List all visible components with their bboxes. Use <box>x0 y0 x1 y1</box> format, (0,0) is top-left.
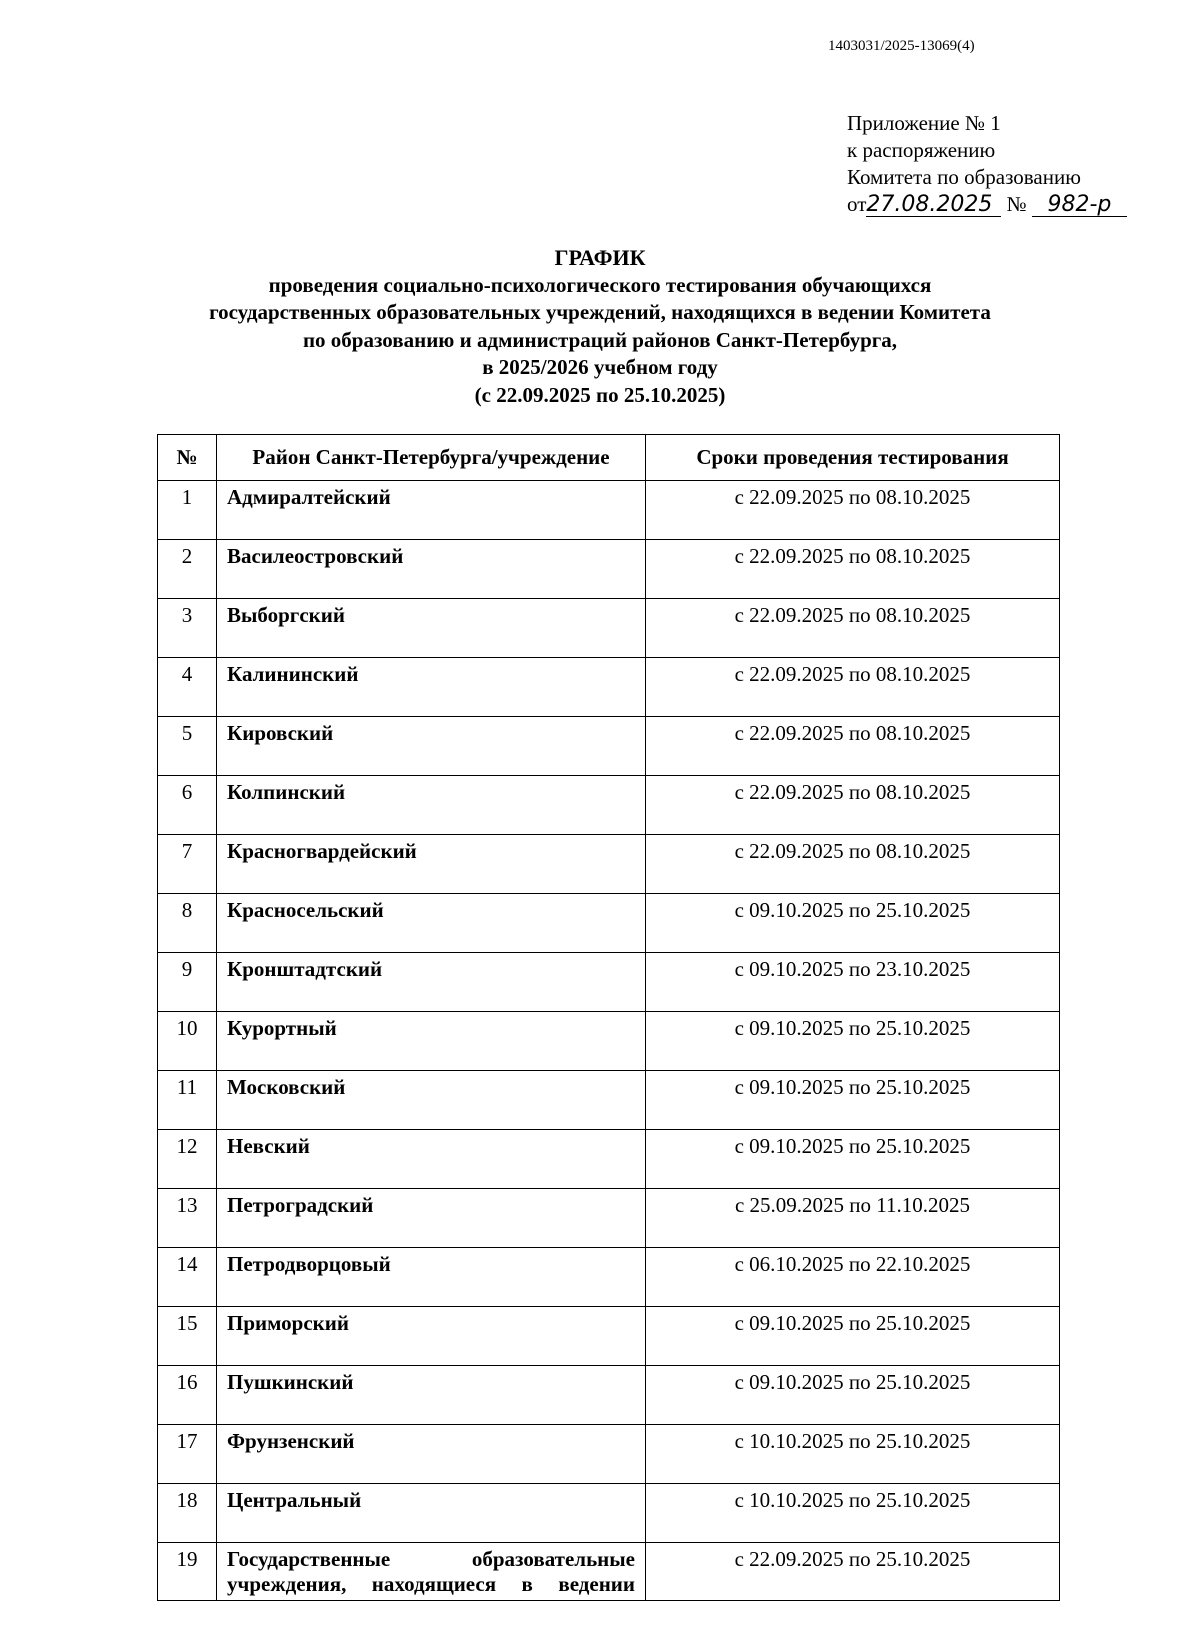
row-dates: с 22.09.2025 по 08.10.2025 <box>646 717 1060 776</box>
row-dates: с 22.09.2025 по 08.10.2025 <box>646 658 1060 717</box>
table-row <box>158 953 1060 1012</box>
table-row <box>158 776 1060 835</box>
row-district: Красносельский <box>217 894 646 953</box>
table-row <box>158 1130 1060 1189</box>
header-number: № <box>158 435 217 481</box>
row-dates: с 06.10.2025 по 22.10.2025 <box>646 1248 1060 1307</box>
row-district: Невский <box>217 1130 646 1189</box>
title-line-6: (с 22.09.2025 по 25.10.2025) <box>474 382 726 407</box>
title-line-5: в 2025/2026 учебном году <box>482 355 718 379</box>
row-district: Выборгский <box>217 599 646 658</box>
row-district: Петродворцовый <box>217 1248 646 1307</box>
row-district: Кронштадтский <box>217 953 646 1012</box>
row-number: 16 <box>158 1366 217 1425</box>
appendix-line-1: Приложение № 1 <box>847 111 1001 135</box>
row-dates: с 09.10.2025 по 25.10.2025 <box>646 1012 1060 1071</box>
row-district-line-2: учреждения, находящиеся в ведении <box>227 1572 635 1596</box>
row-number: 10 <box>158 1012 217 1071</box>
row-district: Московский <box>217 1071 646 1130</box>
table-row <box>158 835 1060 894</box>
title-line-2: проведения социально-психологического тестирования обучающихся <box>268 272 932 297</box>
row-number: 2 <box>158 540 217 599</box>
table-header-row <box>158 435 1060 481</box>
row-number: 9 <box>158 953 217 1012</box>
row-number: 6 <box>158 776 217 835</box>
appendix-date-line <box>847 191 1127 218</box>
row-district <box>217 1543 646 1601</box>
from-label: от <box>847 192 867 216</box>
header-district: Район Санкт-Петербурга/учреждение <box>217 435 646 481</box>
row-number: 12 <box>158 1130 217 1189</box>
header-dates: Сроки проведения тестирования <box>646 435 1060 481</box>
table-row <box>158 1071 1060 1130</box>
appendix-line-3: Комитета по образованию <box>847 165 1081 189</box>
row-district-line-1: Государственные образовательные <box>227 1547 635 1571</box>
row-district: Кировский <box>217 717 646 776</box>
row-dates: с 22.09.2025 по 08.10.2025 <box>646 835 1060 894</box>
row-dates: с 09.10.2025 по 23.10.2025 <box>646 953 1060 1012</box>
table-row <box>158 1189 1060 1248</box>
row-number: 19 <box>158 1543 217 1601</box>
row-dates: с 09.10.2025 по 25.10.2025 <box>646 1130 1060 1189</box>
table-row <box>158 1307 1060 1366</box>
row-number: 4 <box>158 658 217 717</box>
row-dates: с 09.10.2025 по 25.10.2025 <box>646 1307 1060 1366</box>
row-district: Адмиралтейский <box>217 481 646 540</box>
table-row <box>158 1543 1060 1601</box>
row-dates: с 25.09.2025 по 11.10.2025 <box>646 1189 1060 1248</box>
row-district: Красногвардейский <box>217 835 646 894</box>
row-number: 13 <box>158 1189 217 1248</box>
row-district: Василеостровский <box>217 540 646 599</box>
row-dates: с 22.09.2025 по 08.10.2025 <box>646 776 1060 835</box>
handwritten-date: 27.08.2025 <box>866 194 1001 217</box>
row-number: 18 <box>158 1484 217 1543</box>
row-district: Приморский <box>217 1307 646 1366</box>
row-district: Пушкинский <box>217 1366 646 1425</box>
row-dates: с 09.10.2025 по 25.10.2025 <box>646 1366 1060 1425</box>
row-dates: с 09.10.2025 по 25.10.2025 <box>646 1071 1060 1130</box>
table-row <box>158 658 1060 717</box>
appendix-block <box>847 110 1127 218</box>
table-row <box>158 1425 1060 1484</box>
row-dates: с 10.10.2025 по 25.10.2025 <box>646 1484 1060 1543</box>
row-district: Фрунзенский <box>217 1425 646 1484</box>
row-district: Курортный <box>217 1012 646 1071</box>
table-row <box>158 1366 1060 1425</box>
row-number: 7 <box>158 835 217 894</box>
schedule-table <box>157 434 1060 1601</box>
row-dates: с 09.10.2025 по 25.10.2025 <box>646 894 1060 953</box>
row-district: Калининский <box>217 658 646 717</box>
title-line-4: по образованию и администраций районов Санкт-Петербурга, <box>302 327 898 352</box>
document-id: 1403031/2025-13069(4) <box>828 38 975 54</box>
document-title <box>0 244 1200 409</box>
table-row <box>158 1248 1060 1307</box>
table-row <box>158 1012 1060 1071</box>
row-district: Центральный <box>217 1484 646 1543</box>
row-number: 3 <box>158 599 217 658</box>
row-number: 11 <box>158 1071 217 1130</box>
title-line-3: государственных образовательных учреждений, находящихся в ведении Комитета <box>209 300 991 324</box>
table-row <box>158 599 1060 658</box>
row-number: 1 <box>158 481 217 540</box>
table-row <box>158 1484 1060 1543</box>
table-body <box>158 481 1060 1543</box>
table-row <box>158 481 1060 540</box>
handwritten-number: 982-р <box>1032 194 1127 217</box>
table-row <box>158 717 1060 776</box>
row-number: 14 <box>158 1248 217 1307</box>
row-dates: с 22.09.2025 по 08.10.2025 <box>646 540 1060 599</box>
row-dates: с 22.09.2025 по 25.10.2025 <box>646 1543 1060 1601</box>
number-label: № <box>1006 192 1027 216</box>
title-line-1: ГРАФИК <box>554 245 646 270</box>
row-dates: с 22.09.2025 по 08.10.2025 <box>646 481 1060 540</box>
row-district: Петроградский <box>217 1189 646 1248</box>
row-dates: с 10.10.2025 по 25.10.2025 <box>646 1425 1060 1484</box>
table-row <box>158 540 1060 599</box>
table-row <box>158 894 1060 953</box>
row-number: 8 <box>158 894 217 953</box>
row-district: Колпинский <box>217 776 646 835</box>
row-number: 15 <box>158 1307 217 1366</box>
row-dates: с 22.09.2025 по 08.10.2025 <box>646 599 1060 658</box>
row-number: 17 <box>158 1425 217 1484</box>
row-number: 5 <box>158 717 217 776</box>
appendix-line-2: к распоряжению <box>847 138 996 162</box>
